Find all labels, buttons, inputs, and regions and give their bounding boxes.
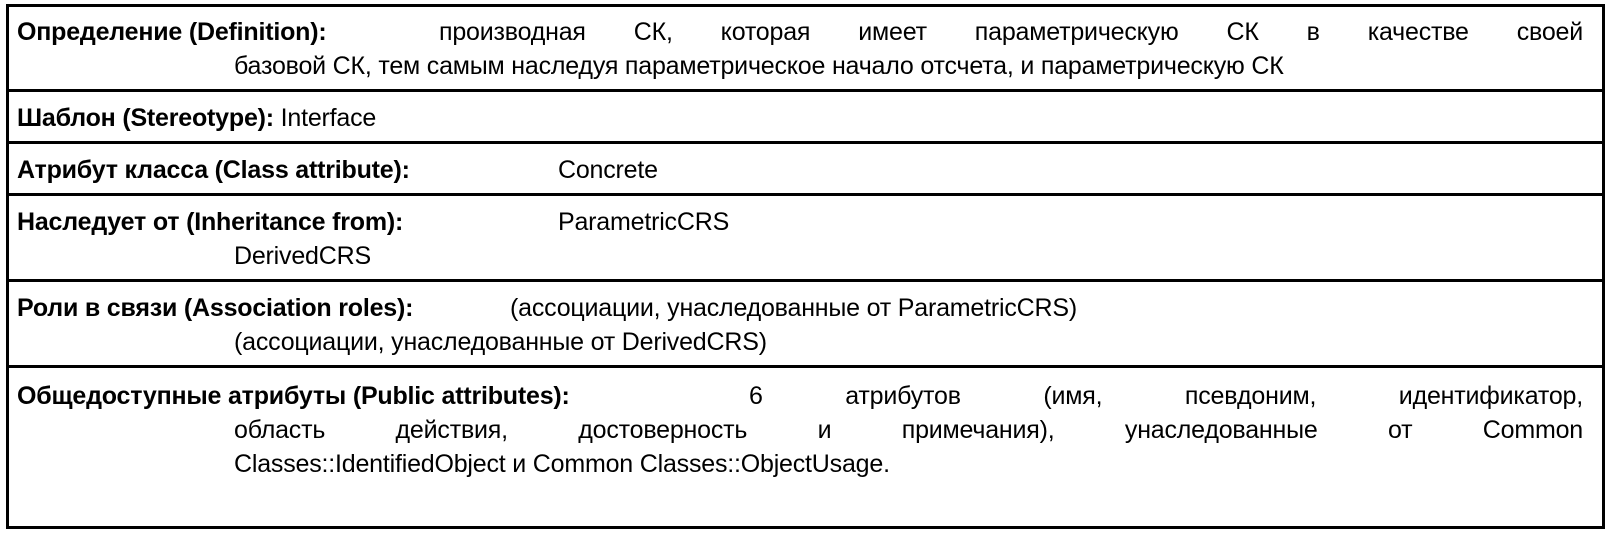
class-attribute-label: Атрибут класса (Class attribute):: [17, 156, 410, 184]
definition-label: Определение (Definition):: [17, 18, 327, 46]
association-roles-value-2: (ассоциации, унаследованные от DerivedCRS): [234, 328, 767, 356]
public-attributes-label: Общедоступные атрибуты (Public attributes):: [17, 382, 570, 410]
public-attributes-text-line-1: 6 атрибутов (имя, псевдоним, идентификатор,: [749, 382, 1583, 410]
definition-text-line-2: базовой СК, тем самым наследуя параметрическое начало отсчета, и параметрическую СК: [234, 52, 1284, 80]
stereotype-label: Шаблон (Stereotype):: [17, 104, 274, 132]
association-roles-value-1: (ассоциации, унаследованные от ParametricCRS): [510, 294, 1077, 322]
inheritance-row: [9, 193, 1602, 279]
stereotype-row: [9, 89, 1602, 141]
public-attributes-text-line-3: Classes::IdentifiedObject и Common Classes::ObjectUsage.: [234, 450, 890, 478]
public-attributes-text-line-2: область действия, достоверность и примечания), унаследованные от Common: [234, 416, 1583, 444]
class-attribute-row: [9, 141, 1602, 193]
association-roles-label: Роли в связи (Association roles):: [17, 294, 414, 322]
inheritance-value-derived: DerivedCRS: [234, 242, 371, 270]
inheritance-value-parametric: ParametricCRS: [558, 208, 730, 236]
class-definition-table: [6, 4, 1605, 529]
definition-row: [9, 7, 1602, 89]
inheritance-label: Наследует от (Inheritance from):: [17, 208, 404, 236]
public-attributes-row: [9, 365, 1602, 526]
association-roles-row: [9, 279, 1602, 365]
stereotype-value: Interface: [280, 104, 377, 132]
definition-text-line-1: производная СК, которая имеет параметрическую СК в качестве своей: [439, 18, 1583, 46]
class-attribute-value: Concrete: [558, 156, 658, 184]
